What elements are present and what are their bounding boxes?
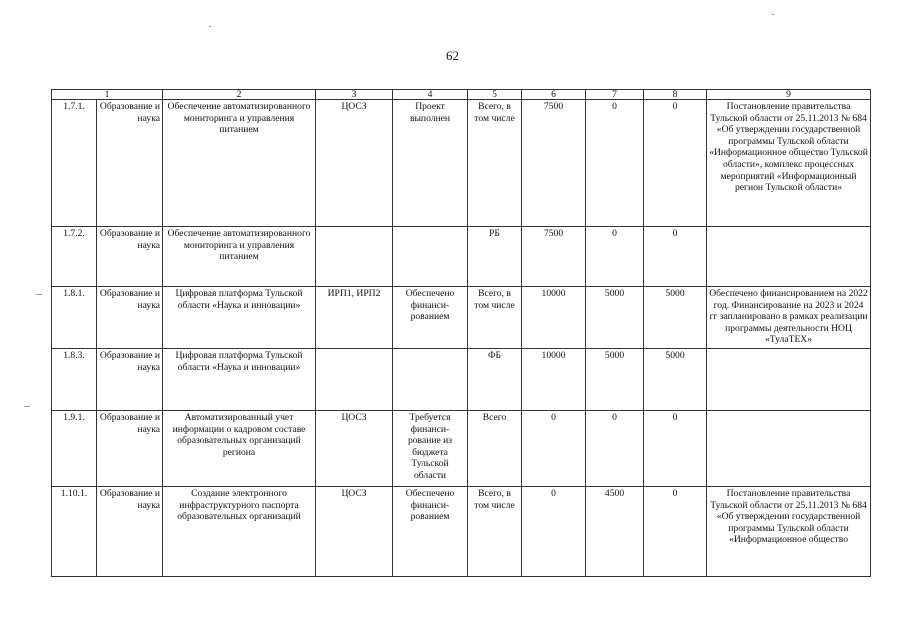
row-source: Всего, в том числе <box>468 287 522 349</box>
row-org: ЦОСЗ <box>316 100 393 227</box>
row-number: 1.8.3. <box>52 349 97 411</box>
row-value-1: 10000 <box>522 349 586 411</box>
row-source: Всего, в том числе <box>468 100 522 227</box>
scan-mark <box>36 294 42 295</box>
row-sphere: Образование и наука <box>97 287 163 349</box>
table-row <box>52 487 871 577</box>
row-value-3: 5000 <box>644 349 707 411</box>
row-sphere: Образование и наука <box>97 349 163 411</box>
row-status <box>393 349 468 411</box>
col-header-6: 6 <box>522 90 586 100</box>
col-header-9: 9 <box>707 90 871 100</box>
row-org <box>316 227 393 287</box>
col-header-7: 7 <box>586 90 644 100</box>
row-value-3: 0 <box>644 411 707 487</box>
row-name: Автоматизированный учет информации о кадровом составе образовательных организаций региона <box>163 411 316 487</box>
row-status: Проект выполнен <box>393 100 468 227</box>
row-source: ФБ <box>468 349 522 411</box>
row-sphere: Образование и наука <box>97 100 163 227</box>
col-header-1: 1 <box>52 90 163 100</box>
row-value-2: 0 <box>586 227 644 287</box>
table-row <box>52 100 871 227</box>
row-note: Постановление правительства Тульской области от 25.11.2013 № 684 «Об утверждении государственной программы Тульской области «Информационное общество Тульской области», комплекс процессных мероприятий «Информационный регион Тульской области» <box>707 100 871 227</box>
row-status: Обеспечено финанси-рованием <box>393 487 468 577</box>
row-number: 1.10.1. <box>52 487 97 577</box>
row-org: ЦОСЗ <box>316 411 393 487</box>
row-sphere: Образование и наука <box>97 411 163 487</box>
scan-mark <box>209 26 211 27</box>
row-org: ИРП1, ИРП2 <box>316 287 393 349</box>
row-sphere: Образование и наука <box>97 227 163 287</box>
col-header-3: 3 <box>316 90 393 100</box>
row-note: Обеспечено финансированием на 2022 год. Финансирование на 2023 и 2024 гг запланировано в рамках реализации программы деятельности НОЦ «ТулаТЕХ» <box>707 287 871 349</box>
row-status: Требуется финанси-рование из бюджета Тульской области <box>393 411 468 487</box>
row-note <box>707 227 871 287</box>
row-name: Создание электронного инфраструктурного паспорта образовательных организаций <box>163 487 316 577</box>
page-number: 62 <box>446 48 459 63</box>
row-source: Всего <box>468 411 522 487</box>
row-value-2: 5000 <box>586 287 644 349</box>
row-name: Обеспечение автоматизированного мониторинга и управления питанием <box>163 227 316 287</box>
row-value-3: 0 <box>644 100 707 227</box>
table-row <box>52 349 871 411</box>
header-row <box>52 90 871 100</box>
row-status: Обеспечено финанси-рованием <box>393 287 468 349</box>
table-row <box>52 411 871 487</box>
col-header-4: 4 <box>393 90 468 100</box>
row-org <box>316 349 393 411</box>
table-row <box>52 227 871 287</box>
row-value-1: 7500 <box>522 100 586 227</box>
row-name: Цифровая платформа Тульской области «Наука и инновации» <box>163 349 316 411</box>
row-source: Всего, в том числе <box>468 487 522 577</box>
row-value-2: 4500 <box>586 487 644 577</box>
row-value-3: 5000 <box>644 287 707 349</box>
scan-mark <box>24 406 30 407</box>
row-number: 1.9.1. <box>52 411 97 487</box>
scan-mark <box>772 14 774 15</box>
row-value-2: 0 <box>586 411 644 487</box>
row-name: Цифровая платформа Тульской области «Наука и инновации» <box>163 287 316 349</box>
row-source: РБ <box>468 227 522 287</box>
row-number: 1.8.1. <box>52 287 97 349</box>
row-value-1: 0 <box>522 411 586 487</box>
row-value-3: 0 <box>644 227 707 287</box>
row-sphere: Образование и наука <box>97 487 163 577</box>
row-name: Обеспечение автоматизированного мониторинга и управления питанием <box>163 100 316 227</box>
row-value-1: 10000 <box>522 287 586 349</box>
col-header-2: 2 <box>163 90 316 100</box>
row-value-2: 0 <box>586 100 644 227</box>
row-value-3: 0 <box>644 487 707 577</box>
row-number: 1.7.2. <box>52 227 97 287</box>
row-value-1: 0 <box>522 487 586 577</box>
table-row <box>52 287 871 349</box>
data-table <box>51 89 871 577</box>
row-status <box>393 227 468 287</box>
col-header-5: 5 <box>468 90 522 100</box>
row-org: ЦОСЗ <box>316 487 393 577</box>
col-header-8: 8 <box>644 90 707 100</box>
row-note <box>707 411 871 487</box>
row-note <box>707 349 871 411</box>
row-note: Постановление правительства Тульской области от 25.11.2013 № 684 «Об утверждении государственной программы Тульской области «Информационное общество <box>707 487 871 577</box>
row-number: 1.7.1. <box>52 100 97 227</box>
row-value-1: 7500 <box>522 227 586 287</box>
row-value-2: 5000 <box>586 349 644 411</box>
